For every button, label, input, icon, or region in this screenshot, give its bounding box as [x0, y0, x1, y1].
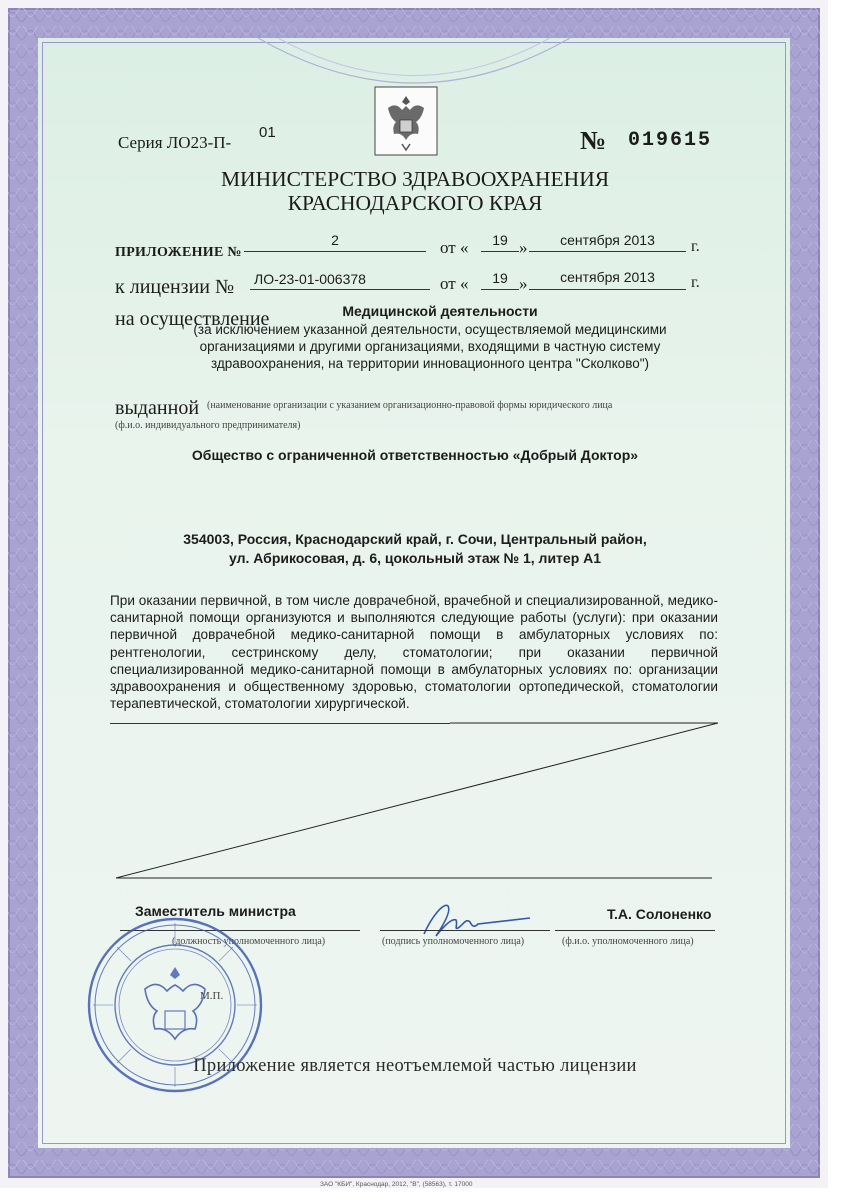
ministry-title-line1: МИНИСТЕРСТВО ЗДРАВООХРАНЕНИЯ — [220, 167, 610, 191]
license-number-underline — [250, 289, 430, 290]
printer-imprint: ЗАО "КБИ", Краснодар, 2012, "В", (58563), т. 17000 — [320, 1181, 473, 1188]
appendix-day-underline — [481, 251, 519, 252]
ministry-title-line2: КРАСНОДАРСКОГО КРАЯ — [287, 191, 543, 215]
address-line2: ул. Абрикосовая, д. 6, цокольный этаж № 1, литер А1 — [228, 550, 602, 566]
license-number: ЛО-23-01-006378 — [254, 271, 366, 287]
license-date-underline — [529, 289, 686, 290]
signature-caption: (подпись уполномоченного лица) — [382, 936, 525, 947]
appendix-number-underline — [244, 251, 426, 252]
services-paragraph: При оказании первичной, в том числе доврачебной, врачебной и специализированной, медико-санитарной помощи организуются и выполняются следующие работы (услуги): при оказании первичной доврачебной медико-санитарной помощи в амбулаторных условиях по: рентгенологии, сестринскому делу, стоматологии; при оказании первичной специализированной медико-санитарной помощи в амбулаторных условиях по: организации здравоохранения и общественному здоровью, стоматологии ортопедической, стоматологии терапевтической, стоматологии хирургической. — [110, 593, 718, 712]
activity-note-line2: организациями и другими организациями, входящими в частную систему — [199, 339, 661, 354]
coat-of-arms-icon — [374, 86, 438, 156]
license-year-suffix: г. — [691, 274, 700, 291]
seal-place-label: М.П. — [200, 990, 224, 1002]
name-caption: (ф.и.о. уполномоченного лица) — [562, 936, 694, 947]
license-day: 19 — [492, 270, 508, 286]
issued-hint-line2: (ф.и.о. индивидуального предпринимателя) — [115, 420, 301, 431]
blank-area-strike-line — [110, 720, 720, 885]
series-value: 01 — [259, 124, 276, 141]
appendix-statement: Приложение является неотъемлемой частью лицензии — [193, 1056, 637, 1076]
license-from-label: от « — [440, 274, 469, 293]
activity-note-line3: здравоохранения, на территории инновационного центра "Сколково") — [210, 356, 650, 371]
appendix-month-year: сентября 2013 — [560, 232, 655, 248]
activity-label: на осуществление — [115, 308, 270, 330]
signatory-position: Заместитель министра — [135, 903, 296, 919]
license-day-underline — [481, 289, 519, 290]
number-sign: № — [580, 126, 607, 155]
issued-hint-line1: (наименование организации с указанием организационно-правовой формы юридического лица — [207, 400, 613, 411]
form-number: 019615 — [628, 129, 713, 152]
activity-title: Медицинской деятельности — [342, 303, 538, 319]
license-label: к лицензии № — [115, 276, 235, 298]
address-line1: 354003, Россия, Краснодарский край, г. Сочи, Центральный район, — [183, 531, 647, 547]
appendix-year-suffix: г. — [691, 238, 700, 255]
appendix-day: 19 — [492, 232, 508, 248]
name-underline — [555, 930, 715, 931]
activity-note-line1: (за исключением указанной деятельности, осуществляемой медицинскими — [193, 322, 667, 337]
license-month-year: сентября 2013 — [560, 269, 655, 285]
organization-name: Общество с ограниченной ответственностью «Добрый Доктор» — [191, 447, 639, 463]
signatory-name: Т.А. Солоненко — [607, 906, 712, 922]
issued-label: выданной — [115, 397, 200, 419]
appendix-from-label: от « — [440, 238, 469, 257]
appendix-number: 2 — [331, 232, 339, 248]
appendix-date-underline — [529, 251, 686, 252]
license-close-quote: » — [519, 274, 528, 293]
signature-underline — [380, 930, 550, 931]
appendix-close-quote: » — [519, 238, 528, 257]
position-caption: (должность уполномоченного лица) — [172, 936, 326, 947]
series-label: Серия ЛО23-П- — [118, 133, 232, 152]
appendix-label: ПРИЛОЖЕНИЕ № — [115, 245, 242, 260]
